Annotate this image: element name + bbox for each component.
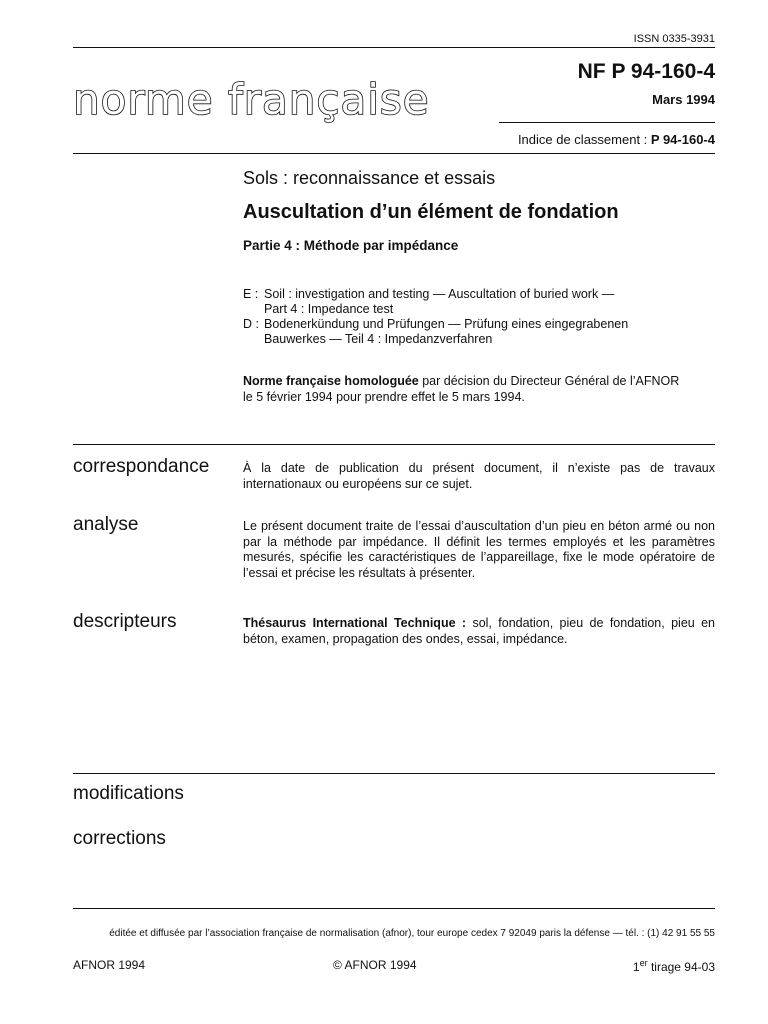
english-title-line1: Soil : investigation and testing — Auscultation of buried work — [264,287,615,301]
english-title-line2: Part 4 : Impedance test [264,302,394,316]
top-rule [73,47,715,48]
document-subtitle: Sols : reconnaissance et essais [243,168,496,188]
classification-index [518,132,715,147]
german-tag: D : [243,317,259,331]
correspondance-label: correspondance [73,456,210,477]
classification-value: P 94-160-4 [650,132,715,147]
standard-number: NF P 94-160-4 [577,60,715,83]
brand-logo-text: norme française [73,75,430,124]
section-rule-mid [73,773,715,774]
homologation-bold: Norme française homologuée [243,374,419,388]
print-run-number: 1 [632,960,640,974]
german-title-line1: Bodenerkündung und Prüfungen — Prüfung eines eingegrabenen [264,317,629,331]
classification-label: Indice de classement : [517,132,651,147]
print-run-text: tirage 94-03 [647,960,715,974]
homologation-line2: le 5 février 1994 pour prendre effet le 5 mars 1994. [243,390,525,404]
modifications-label: modifications [73,783,184,804]
corrections-label: corrections [73,828,166,849]
descripteurs-body: sol, fondation, pieu de fondation, pieu en béton, examen, propagation des ondes, essai, impédance. [243,616,715,646]
correspondance-text: À la date de publication du présent document, il n’existe pas de travaux internationaux ou européens sur ce sujet. [243,461,715,491]
publisher-line: éditée et diffusée par l’association française de normalisation (afnor), tour europe cedex 7 92049 paris la défense — tél. : (1) 42 91 55 55 [109,928,715,939]
footer-print-run [633,958,715,974]
footer-left: AFNOR 1994 [73,958,146,972]
homologation-notice [243,373,713,405]
header-bottom-rule [73,153,715,154]
footer-copyright: © AFNOR 1994 [333,958,417,972]
english-title [243,287,614,317]
analyse-label: analyse [73,514,139,535]
english-tag: E : [243,287,259,301]
german-title [243,317,628,347]
header-rule [499,122,715,123]
homologation-line1: par décision du Directeur Général de l’AFNOR [418,374,680,388]
standard-date: Mars 1994 [652,92,715,107]
print-run-sup: er [639,958,648,968]
document-part: Partie 4 : Méthode par impédance [243,238,459,253]
descripteurs-bold: Thésaurus International Technique : [243,616,467,630]
german-title-line2: Bauwerkes — Teil 4 : Impedanzverfahren [264,332,493,346]
section-rule-top [73,444,715,445]
document-title: Auscultation d’un élément de fondation [243,201,619,223]
issn-number: ISSN 0335-3931 [633,33,715,45]
descripteurs-label: descripteurs [73,611,177,632]
footer-rule [73,908,715,909]
analyse-text: Le présent document traite de l’essai d’auscultation d’un pieu en béton armé ou non par la méthode par impédance. Il définit les termes employés et les paramètres mesurés, spécifie les caractéristiques de l’appareillage, fixe le mode opératoire de l’essai et précise les résultats à présenter. [243,519,715,580]
descripteurs-text [243,616,715,647]
